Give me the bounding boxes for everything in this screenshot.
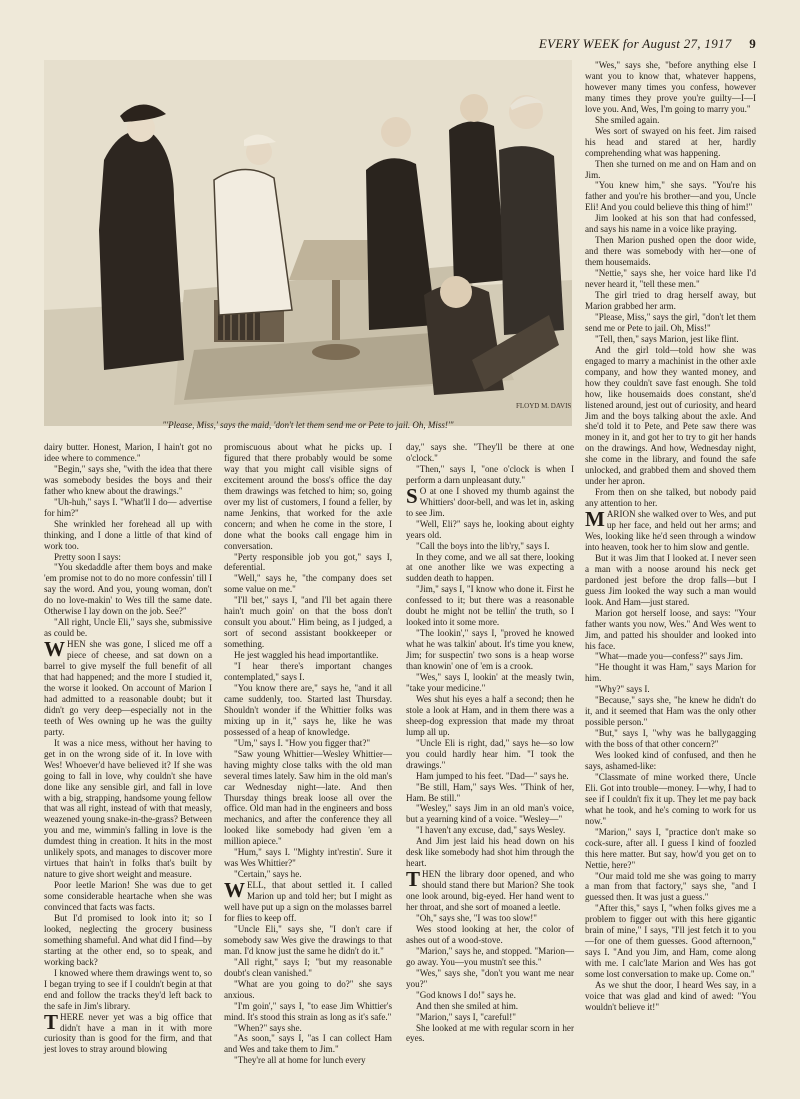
paragraph: In they come, and we all sat there, looking at one another like we was expecting a sudden death to happen. [406, 551, 574, 584]
text-column-3 [406, 442, 574, 1044]
section-opening-paragraph: MARION she walked over to Wes, and put up her face, and held out her arms; and Wes, looking like he'd seen through a window into heaven, took her to him slow and gentle. [585, 507, 756, 552]
story-illustration [44, 60, 572, 426]
text-column-1 [44, 442, 212, 1055]
paragraph: "Um," says I. "How you figger that?" [234, 737, 371, 748]
paragraph: Jim looked at his son that had confessed, and says his name in a voice like praying. [585, 213, 756, 235]
paragraph: Wes stood looking at her, the color of ashes out of a wood-stove. [406, 923, 574, 945]
paragraph: "But," says I, "why was he ballygagging with the boss of that other concern?" [585, 728, 756, 750]
paragraph: "Wes," says she, "don't you want me near you?" [406, 967, 574, 989]
paragraph: "Then," says I, "one o'clock is when I perform a darn unpleasant duty." [406, 463, 574, 485]
paragraph: "Well," says he, "the company does set some value on me." [224, 573, 392, 595]
paragraph: Wes shut his eyes a half a second; then he stole a look at Ham, and in them there was a sheep-dog expression that made my throat lump all up. [406, 693, 574, 737]
page-number: 9 [749, 36, 756, 51]
paragraph: "Please, Miss," says the girl, "don't let them send me or Pete to jail. Oh, Miss!" [585, 311, 756, 333]
paragraph: "Uncle Eli is right, dad," says he—so low you could hardly hear him. "I took the drawings." [406, 737, 574, 770]
section-opening-paragraph: WELL, that about settled it. I called Marion up and told her; but I might as well have put up a sign on the molasses barrel for flies to keep off. [224, 878, 392, 923]
page-area [44, 60, 756, 1095]
paragraph: "All right, Uncle Eli," says she, submissive as could be. [44, 617, 212, 639]
paragraph: Pretty soon I says: [54, 551, 121, 562]
paragraph: "Be still, Ham," says Wes. "Think of her, Ham. Be still." [406, 781, 574, 803]
paragraph: But it was Jim that I looked at. I never seen a man with a noose around his neck get pardoned jest before the drop falls—but I guess Jim looked the way such a man would look. And Ham—just stared. [585, 552, 756, 607]
paragraph: "Classmate of mine worked there, Uncle Eli. Got into trouble—money. I—why, I had to see if I couldn't fix it up. They let me pay back what he took, and he's coming to work for us now." [585, 771, 756, 826]
paragraph: "Why?" says I. [595, 684, 650, 695]
paragraph: "Marion," says he, and stopped. "Marion—go away. You—you mustn't see this." [406, 945, 574, 967]
paragraph: "What—made you—confess?" says Jim. [595, 651, 743, 662]
masthead: EVERY WEEK for August 27, 1917 [538, 36, 732, 51]
paragraph: "After this," says I, "when folks gives me a problem to figger out with this here gigantic brain of mine," I says, "I'll jest fetch it to you—for one of them guesses. Good afternoon," says I. "And you Jim, and Ham, come along with me. I calc'late Marion and Wes has got some lost conversation to make up. Come on." [585, 903, 756, 980]
page-header [539, 36, 756, 52]
paragraph: But I'd promised to look into it; so I looked, neglecting the grocery business something shameful. And what did I find—by starting at the other end, so to speak, and working back? [44, 912, 212, 967]
paragraph: It was a nice mess, without her having to get in on the wrong side of it. In love with Wes! Whoever'd have believed it? If she was going to fall in love, why couldn't she have done like any sensible girl, and fall in love with a big, strapping, handsome young fellow that was all right, instead of with that measly, weazened young snake-in-the-grass? Between you and me, wimmin's falling in love is the dumdest thing in creation. It hits in the most unlikely spots, and manages to discover more virtues that hain't in folks that's built by nature to give short weight and measure. [44, 737, 212, 880]
paragraph: Then Marion pushed open the door wide, and there was somebody with her—one of them housemaids. [585, 235, 756, 268]
paragraph: promiscuous about what he picks up. I figured that there probably would be some way that you might call visible signs of excitement around the boss's office the day them drawings was fetched to him; so, going over my list of customers, I found a feller, by name Jenkins, that worked for the axle concern; and when he come in the store, I done what the books call engage him in conversation. [224, 442, 392, 551]
paragraph: She looked at me with regular scorn in her eyes. [406, 1022, 574, 1044]
illustration-caption: "'Please, Miss,' says the maid, 'don't let them send me or Pete to jail. Oh, Miss!'" [162, 420, 454, 430]
paragraph: "Oh," says she, "I was too slow!" [416, 912, 537, 923]
paragraph: And then she smiled at him. [416, 1000, 519, 1011]
paragraph: "Wesley," says Jim in an old man's voice, but a yearning kind of a voice. "Wesley—" [406, 803, 574, 825]
paragraph: "You skedaddle after them boys and make 'em promise not to do no more confessin' till I say the word. And you, young woman, don't do no love-makin' to Wes till the same date. Otherwise I lay down on the job. See?" [44, 562, 212, 617]
paragraph: "Perty responsible job you got," says I, deferential. [224, 551, 392, 573]
illustrator-signature: FLOYD M. DAVIS [516, 402, 572, 410]
paragraph: "Well, Eli?" says he, looking about eighty years old. [406, 518, 574, 540]
paragraph: "Saw young Whittier—Wesley Whittier—having mighty close talks with the old man several times lately. Saw him in the old man's car Wednesday night—late. And then Thursday things break loose all over the office. Old man had in the engineers and boss mechanics, and after the conference they all looked like somebody had given 'em a million apiece." [224, 748, 392, 847]
paragraph: "Certain," says he. [234, 869, 302, 880]
paragraph: And the girl told—told how she was engaged to marry a machinist in the other axle company, and how they wanted money, and how they couldn't save fast enough. She told how, like housemaids does constant, she'd listened around, jest out of curiosity, and heard Jim and the boys talking about the axle. And she'd told it to Pete, and Pete saw there was money in it, and got her to try to git her hands on the drawings. And how, Wednesday night, she come in the library, and found the safe unlocked, and grabbed them and shoved them under her apron. [585, 344, 756, 487]
paragraph: "I haven't any excuse, dad," says Wesley. [416, 825, 566, 836]
paragraph: From then on she talked, but nobody paid any attention to her. [585, 487, 756, 509]
paragraph: "Nettie," says she, her voice hard like I'd never heard it, "tell these men." [585, 268, 756, 290]
paragraph: "They're all at home for lunch every [234, 1055, 366, 1066]
paragraph: "Our maid told me she was going to marry a man from that factory," says she, "and I guessed then. It was just a guess." [585, 870, 756, 903]
paragraph: "Begin," says she, "with the idea that there was somebody besides the boys and their father who knew about the drawings." [44, 463, 212, 496]
text-column-2 [224, 442, 392, 1066]
paragraph: Poor leetle Marion! She was due to get some considerable heartache when she was convinced that facts was facts. [44, 880, 212, 913]
paragraph: "Tell, then," says Marion, jest like flint. [595, 333, 739, 344]
paragraph: "When?" says she. [234, 1022, 302, 1033]
paragraph: And Jim jest laid his head down on his desk like somebody had shot him through the heart. [406, 836, 574, 869]
paragraph: He jest waggled his head importantlike. [234, 650, 379, 661]
paragraph: The girl tried to drag herself away, but Marion grabbed her arm. [585, 290, 756, 311]
paragraph: "Wes," says I, lookin' at the measly twin, "take your medicine." [406, 672, 574, 693]
paragraph: "You knew him," she says. "You're his father and you're his brother—and you, Uncle Eli! And you could believe this thing of him!" [585, 180, 756, 213]
illustration-drawing [44, 60, 572, 426]
paragraph: "I hear there's important changes contemplated," says I. [224, 661, 392, 683]
paragraph: "Uh-huh," says I. "What'll I do— advertise for him?" [44, 496, 212, 518]
paragraph: Ham jumped to his feet. "Dad—" says he. [416, 770, 569, 781]
paragraph: "Because," says she, "he knew he didn't do it, and it seemed that Ham was the only other possible person." [585, 695, 756, 728]
paragraph: "The lookin'," says I, "proved he knowed what he was talkin' about. It's time you knew, Jim; for suspectin' two sons is a heap worse than knowin' one of 'em is a crook. [406, 628, 574, 672]
paragraph: I knowed where them drawings went to, so I began trying to see if I couldn't begin at that end and follow the tracks they'd left back to the safe in Jim's library. [44, 967, 212, 1011]
paragraph: "Marion," says I, "careful!" [416, 1011, 516, 1022]
section-opening-paragraph: SO at one I shoved my thumb against the Whittiers' door-bell, and was let in, asking to see Jim. [406, 483, 574, 518]
paragraph: Wes looked kind of confused, and then he says, ashamed-like: [585, 750, 756, 771]
paragraph: She wrinkled her forehead all up with thinking, and I done a little of that kind of work too. [44, 518, 212, 551]
section-opening-paragraph: THERE never yet was a big office that didn't have a man in it with more curiosity than is good for the firm, and that jest loves to stray around blowing [44, 1009, 212, 1055]
paragraph: Then she turned on me and on Ham and on Jim. [585, 158, 756, 180]
paragraph: "God knows I do!" says he. [416, 989, 516, 1000]
paragraph: Wes sort of swayed on his feet. Jim raised his head and stared at her, hardly comprehending what was happening. [585, 125, 756, 158]
paragraph: "What are you going to do?" she says anxious. [224, 978, 392, 1000]
section-opening-paragraph: WHEN she was gone, I sliced me off a piece of cheese, and sat down on a barrel to give myself the full benefit of all that had happened; and the more I studied it, the worse it looked. On account of Marion I had admitted to a reasonable doubt; but it didn't go very deep—especially not in the teeth of Wes owning up he was the guilty party. [44, 637, 212, 737]
paragraph: "Uncle Eli," says she, "I don't care if somebody saw Wes give the drawings to that man. I'd know just the same he didn't do it." [224, 923, 392, 956]
paragraph: "I'll bet," says I, "and I'll bet again there hain't much goin' on that the boss don't consult you about." Him being, as I judged, a sort of second assistant bookkeeper or something. [224, 595, 392, 650]
paragraph: She smiled again. [595, 114, 660, 125]
paragraph: "All right," says I; "but my reasonable doubt's clean vanished." [224, 956, 392, 978]
paragraph: As we shut the door, I heard Wes say, in a voice that was glad and kind of awed: "You wouldn't believe it!" [585, 980, 756, 1012]
paragraph: "Wes," says she, "before anything else I want you to know that, whatever happens, however many times you confess, however many times they prove you're guilty—I—I love you. And, Wes, I'm going to marry you." [585, 60, 756, 114]
paragraph: dairy butter. Honest, Marion, I hain't got no idee where to commence." [44, 442, 212, 463]
paragraph: "Hum," says I. "Mighty int'restin'. Sure it was Wes Whittier?" [224, 847, 392, 869]
paragraph: "He thought it was Ham," says Marion for him. [585, 662, 756, 684]
paragraph: "Jim," says I, "I know who done it. First he confessed to it; but there was a reasonable doubt he might not be tellin' the truth, so I looked into it some more. [406, 584, 574, 628]
section-opening-paragraph: THEN the library door opened, and who should stand there but Marion? She took one look around, big-eyed. Her hand went to her throat, and she sort of moaned a leetle. [406, 867, 574, 913]
paragraph: "As soon," says I, "as I can collect Ham and Wes and take them to Jim." [224, 1033, 392, 1055]
paragraph: "You know there are," says he, "and it all came suddenly, too. Started last Thursday. Shouldn't wonder if the Whittier folks was mixing up in it," says he, like he was possessed of a heap of knowledge. [224, 682, 392, 737]
paragraph: Marion got herself loose, and says: "Your father wants you now, Wes." And Wes went to Jim, and patted his shoulder and looked into his face. [585, 607, 756, 651]
paragraph: "Marion," says I, "practice don't make so cock-sure, after all. I guess I kind of foozled this here matter. But say, how'd you get on to Nettie, here?" [585, 826, 756, 870]
paragraph: "I'm goin'," says I, "to ease Jim Whittier's mind. It's stood this strain as long as it's safe." [224, 1000, 392, 1022]
paragraph: day," says she. "They'll be there at one o'clock." [406, 442, 574, 463]
text-column-4 [585, 60, 756, 1013]
paragraph: "Call the boys into the lib'ry," says I. [416, 540, 550, 551]
